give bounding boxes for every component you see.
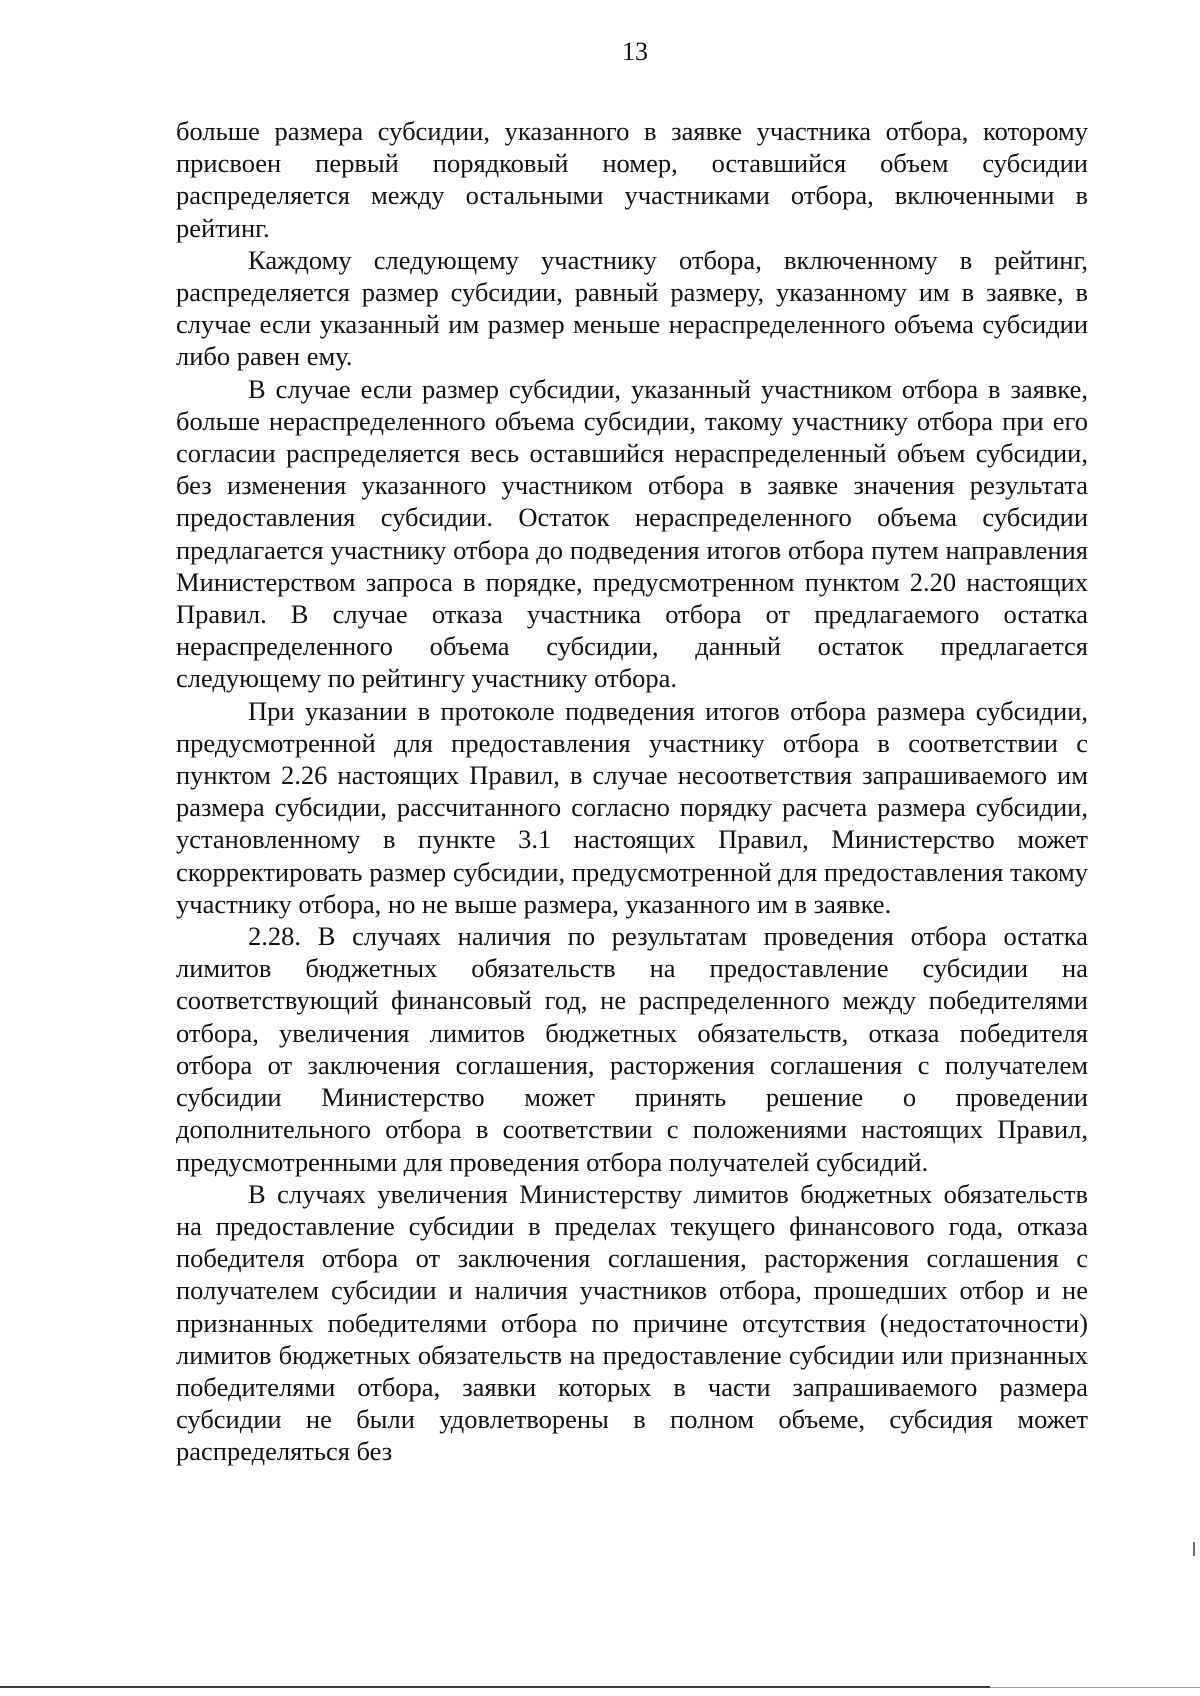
scan-edge-line <box>0 1686 990 1688</box>
paragraph-rating-distribution: Каждому следующему участнику отбора, включенному в рейтинг, распределяется размер субсидии, равный размеру, указанному им в заявке, в случае если указанный им размер меньше нераспределенного объема субсидии либо равен ему. <box>176 244 1088 372</box>
paragraph-continuation: больше размера субсидии, указанного в заявке участника отбора, которому присвоен первый порядковый номер, оставшийся объем субсидии распределяется между остальными участниками отбора, включенными в рейтинг. <box>176 116 1088 243</box>
page-number: 13 <box>622 37 648 66</box>
document-body <box>176 115 1088 1468</box>
paragraph-additional-distribution: В случаях увеличения Министерству лимитов бюджетных обязательств на предоставление субсидии в пределах текущего финансового года, отказа победителя отбора от заключения соглашения, расторжения соглашения с получателем субсидии и наличия участников отбора, прошедших отбор и не признанных победителями отбора по причине отсутствия (недостаточности) лимитов бюджетных обязательств на предоставление субсидии или признанных победителями отбора, заявки которых в части запрашиваемого размера субсидии не были удовлетворены в полном объеме, субсидия может распределяться без <box>176 1178 1088 1467</box>
scan-margin-mark <box>1193 1542 1195 1556</box>
paragraph-protocol-correction: При указании в протоколе подведения итогов отбора размера субсидии, предусмотренной для предоставления участнику отбора в соответствии с пунктом 2.26 настоящих Правил, в случае несоответствия запрашиваемого им размера субсидии, рассчитанного согласно порядку расчета размера субсидии, установленному в пункте 3.1 настоящих Правил, Министерство может скорректировать размер субсидии, предусмотренной для предоставления такому участнику отбора, но не выше размера, указанного им в заявке. <box>176 695 1088 919</box>
paragraph-clause-2-28: 2.28. В случаях наличия по результатам проведения отбора остатка лимитов бюджетных обязательств на предоставление субсидии на соответствующий финансовый год, не распределенного между победителями отбора, увеличения лимитов бюджетных обязательств, отказа победителя отбора от заключения соглашения, расторжения соглашения с получателем субсидии Министерство может принять решение о проведении дополнительного отбора в соответствии с положениями настоящих Правил, предусмотренными для проведения отбора получателей субсидий. <box>176 921 1088 1177</box>
paragraph-remaining-volume: В случае если размер субсидии, указанный участником отбора в заявке, больше нераспределенного объема субсидии, такому участнику отбора при его согласии распределяется весь оставшийся нераспределенный объем субсидии, без изменения указанного участником отбора в заявке значения результата предоставления субсидии. Остаток нераспределенного объема субсидии предлагается участнику отбора до подведения итогов отбора путем направления Министерством запроса в порядке, предусмотренном пунктом 2.20 настоящих Правил. В случае отказа участника отбора от предлагаемого остатка нераспределенного объема субсидии, данный остаток предлагается следующему по рейтингу участнику отбора. <box>176 373 1088 694</box>
scan-edge-line-faded <box>990 1687 1200 1688</box>
